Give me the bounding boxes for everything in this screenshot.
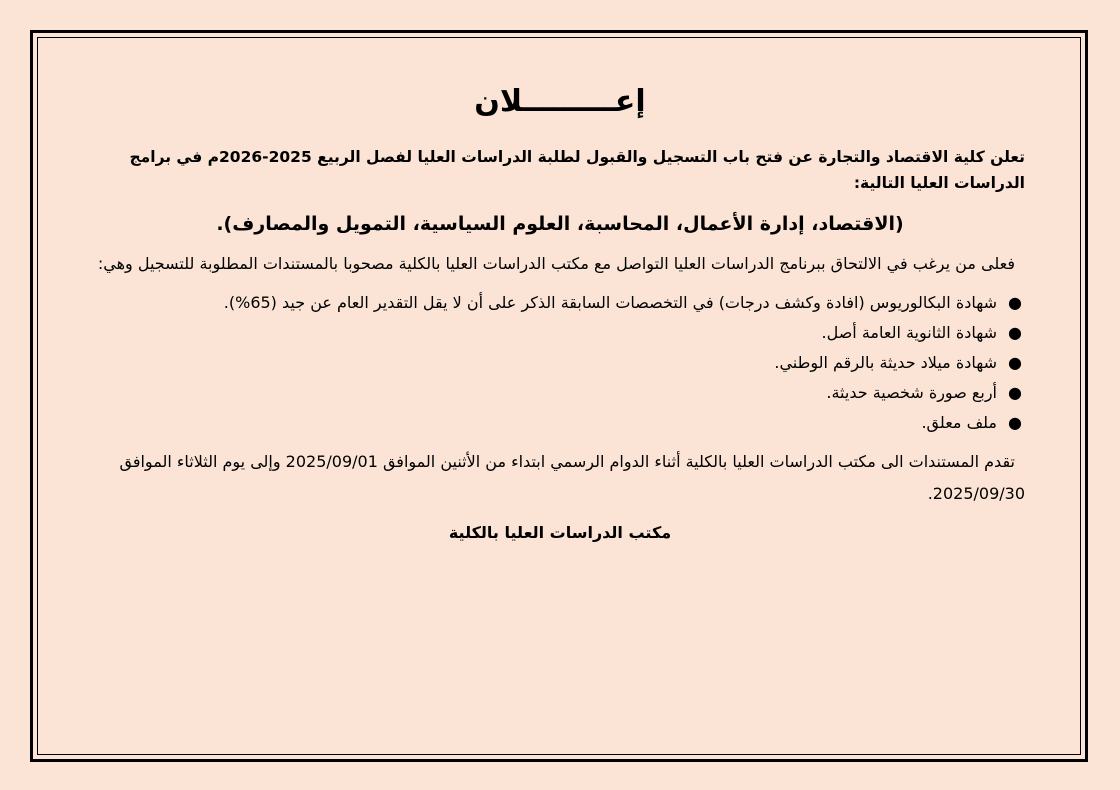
submission-text-3: . bbox=[927, 484, 933, 503]
documents-list bbox=[95, 288, 1025, 438]
signature: مكتب الدراسات العليا بالكلية bbox=[448, 523, 672, 542]
bullet-icon: ● bbox=[1008, 293, 1022, 312]
list-item bbox=[95, 288, 1022, 318]
document-item: شهادة ميلاد حديثة بالرقم الوطني. bbox=[774, 353, 997, 372]
programs-list: (الاقتصاد، إدارة الأعمال، المحاسبة، العلوم السياسية، التمويل والمصارف). bbox=[216, 213, 904, 235]
bullet-icon: ● bbox=[1008, 353, 1022, 372]
intro-text-2: م في برامج الدراسات العليا التالية: bbox=[129, 148, 1025, 192]
list-item bbox=[95, 318, 1022, 348]
list-item bbox=[95, 378, 1022, 408]
intro-text-1: تعلن كلية الاقتصاد والتجارة عن فتح باب التسجيل والقبول لطلبة الدراسات العليا لفصل الربيع bbox=[311, 148, 1025, 166]
list-item bbox=[95, 408, 1022, 438]
requirements-intro: فعلى من يرغب في الالتحاق ببرنامج الدراسات العليا التواصل مع مكتب الدراسات العليا بالكلية مصحوبا بالمستندات المطلوبة للتسجيل وهي: bbox=[97, 254, 1015, 273]
announcement-title: إعـــــــــلان bbox=[474, 84, 646, 119]
submission-paragraph bbox=[95, 446, 1025, 510]
intro-year: 2025-2026 bbox=[219, 148, 312, 166]
list-item bbox=[95, 348, 1022, 378]
document-item: شهادة الثانوية العامة أصل. bbox=[821, 323, 997, 342]
document-item: أربع صورة شخصية حديثة. bbox=[826, 383, 997, 402]
submission-date-end: 2025/09/30 bbox=[932, 484, 1025, 503]
document-item: ملف معلق. bbox=[921, 413, 997, 432]
submission-text-1: تقدم المستندات الى مكتب الدراسات العليا بالكلية أثناء الدوام الرسمي ابتداء من الأثنين الموافق bbox=[377, 452, 1015, 471]
bullet-icon: ● bbox=[1008, 383, 1022, 402]
document-item: شهادة البكالوريوس (افادة وكشف درجات) في التخصصات السابقة الذكر على أن لا يقل التقدير العام عن جيد (65%). bbox=[223, 293, 997, 312]
submission-date-start: 2025/09/01 bbox=[285, 452, 378, 471]
bullet-icon: ● bbox=[1008, 413, 1022, 432]
submission-text-2: وإلى يوم الثلاثاء الموافق bbox=[119, 452, 286, 471]
announcement-body bbox=[95, 82, 1025, 548]
bullet-icon: ● bbox=[1008, 323, 1022, 342]
intro-paragraph bbox=[95, 144, 1025, 196]
